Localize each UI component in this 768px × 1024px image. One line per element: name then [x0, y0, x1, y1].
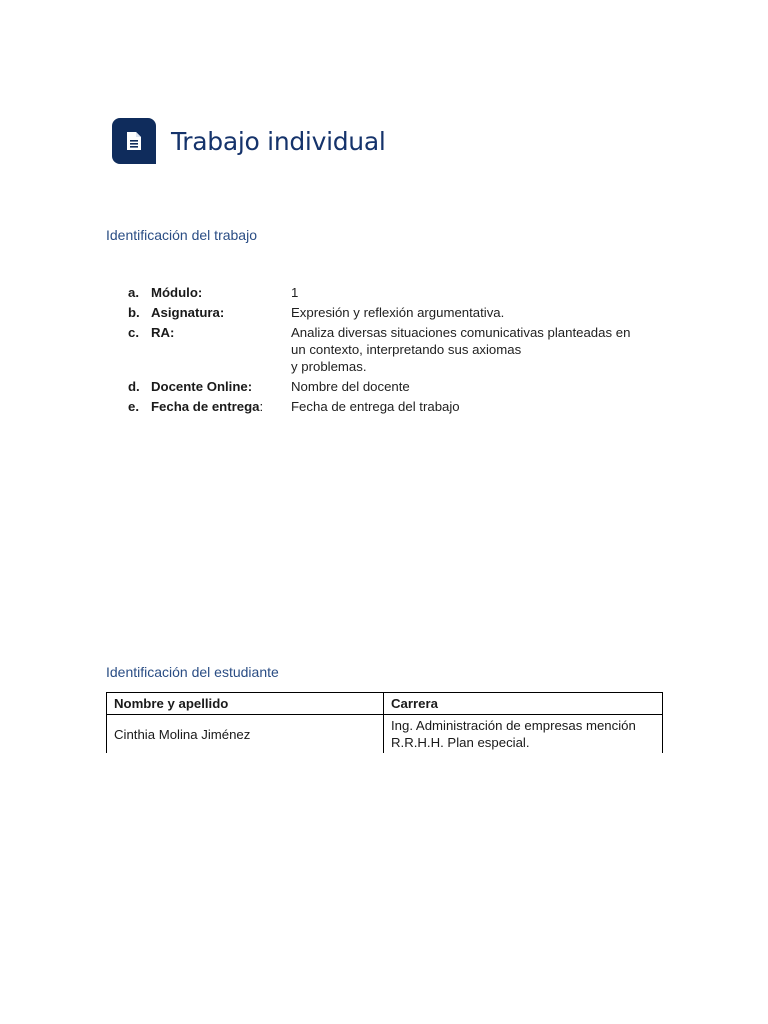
table-row	[107, 715, 663, 754]
item-letter: a.	[128, 285, 139, 300]
item-value: Nombre del docente	[291, 379, 410, 394]
item-label: Docente Online:	[151, 379, 253, 394]
item-label: Asignatura:	[151, 305, 225, 320]
item-letter: b.	[128, 305, 140, 320]
work-item-ra	[128, 324, 668, 375]
page-title: Trabajo individual	[171, 126, 386, 156]
document-header	[112, 118, 386, 164]
item-value: Fecha de entrega del trabajo	[291, 399, 460, 414]
work-item-subject	[128, 304, 668, 321]
student-name-cell: Cinthia Molina Jiménez	[107, 715, 384, 754]
document-icon	[112, 118, 156, 164]
work-details-list	[128, 284, 668, 418]
item-label: Fecha de entrega:	[151, 399, 264, 414]
item-letter: c.	[128, 325, 139, 340]
item-letter: e.	[128, 399, 139, 414]
work-identification-heading: Identificación del trabajo	[106, 227, 257, 243]
column-header-name: Nombre y apellido	[107, 693, 384, 715]
student-table	[106, 692, 663, 753]
item-value: Analiza diversas situaciones comunicativas planteadas en un contexto, interpretando sus axiomas y problemas.	[291, 325, 631, 374]
item-letter: d.	[128, 379, 140, 394]
work-item-teacher	[128, 378, 668, 395]
item-label: RA:	[151, 325, 175, 340]
work-item-due-date	[128, 398, 668, 415]
item-value: Expresión y reflexión argumentativa.	[291, 305, 505, 320]
item-label: Módulo:	[151, 285, 203, 300]
student-career-cell: Ing. Administración de empresas mención R.R.H.H. Plan especial.	[384, 715, 663, 754]
table-header-row	[107, 693, 663, 715]
item-value: 1	[291, 285, 299, 300]
work-item-module	[128, 284, 668, 301]
column-header-career: Carrera	[384, 693, 663, 715]
student-identification-heading: Identificación del estudiante	[106, 664, 279, 680]
